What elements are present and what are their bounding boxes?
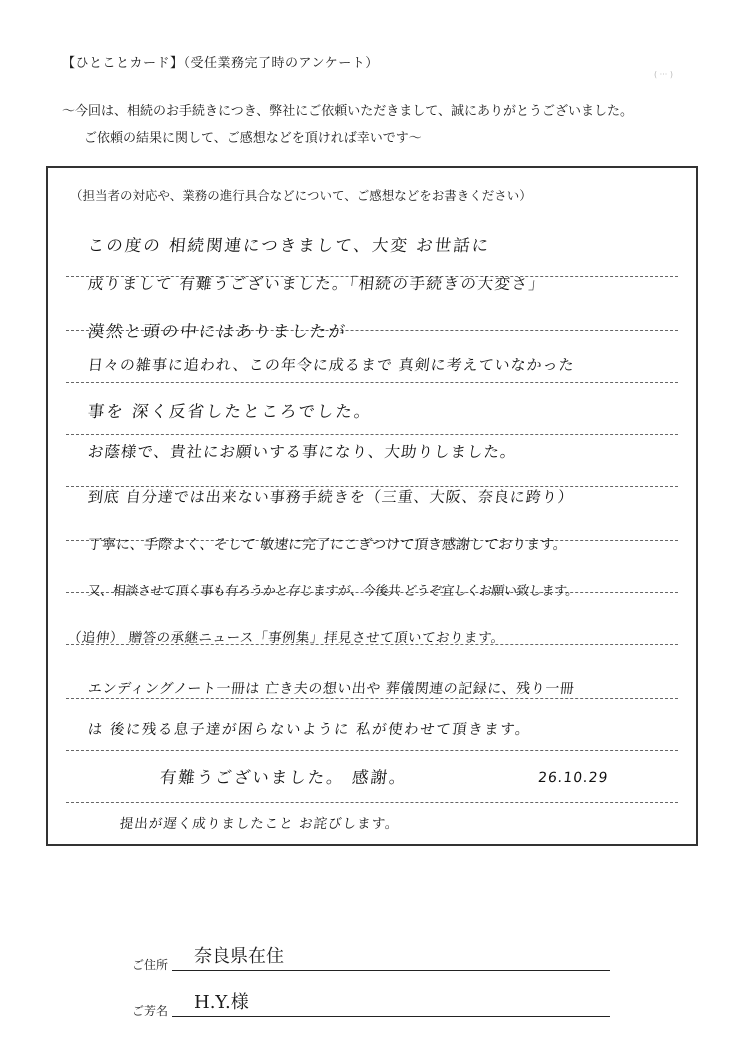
handwritten-line: 事を 深く反省したところでした。 bbox=[86, 402, 374, 421]
comment-prompt: （担当者の対応や、業務の進行具合などについて、ご感想などをお書きください） bbox=[70, 188, 532, 203]
ruled-line bbox=[66, 698, 678, 700]
ruled-line bbox=[66, 802, 678, 804]
handwritten-line: （追伸） 贈答の承継ニュース「事例集」拝見させて頂いております。 bbox=[66, 630, 506, 646]
address-underline bbox=[172, 970, 610, 971]
handwritten-line: エンディングノート一冊は 亡き夫の想い出や 葬儀関連の記録に、残り一冊 bbox=[87, 681, 576, 697]
handwritten-line: 到底 自分達では出来ない事務手続きを（三重、大阪、奈良に跨り） bbox=[87, 488, 575, 506]
handwritten-line: は 後に残る息子達が困らないように 私が使わせて頂きます。 bbox=[87, 722, 532, 738]
ruled-line bbox=[66, 382, 678, 384]
ruled-line bbox=[66, 434, 678, 436]
name-underline bbox=[172, 1016, 610, 1017]
intro-line-1: ～今回は、相続のお手続きにつき、弊社にご依頼いただきまして、誠にありがとうございました。 bbox=[62, 104, 633, 119]
card-header-title: 【ひとことカード】（受任業務完了時のアンケート） bbox=[62, 56, 379, 71]
handwritten-line: 提出が遅く成りましたこと お詫びします。 bbox=[118, 816, 401, 832]
handwritten-line: 日々の雑事に追われ、この年令に成るまで 真剣に考えていなかった bbox=[87, 356, 576, 374]
name-label: ご芳名 bbox=[132, 1004, 169, 1018]
ruled-line bbox=[66, 750, 678, 752]
handwritten-date: 26.10.29 bbox=[537, 770, 610, 786]
handwritten-line: 成りまして 有難うございました。「相続の手続きの大変さ」 bbox=[86, 275, 547, 293]
handwritten-line: お蔭様で、貴社にお願いする事になり、大助りしました。 bbox=[86, 443, 518, 461]
handwritten-line: 又、相談させて頂く事も有ろうかと存じますが、今後共 どうぞ宜しくお願い致します。 bbox=[87, 584, 579, 599]
intro-text bbox=[62, 98, 633, 152]
handwritten-line: 漠然と頭の中にはありましたが bbox=[86, 322, 348, 341]
comment-box bbox=[46, 166, 698, 846]
faint-stamp-mark: ( ··· ) bbox=[654, 70, 673, 79]
address-label: ご住所 bbox=[132, 958, 169, 972]
address-value: 奈良県在住 bbox=[194, 946, 284, 967]
handwritten-line: 有難うございました。 感謝。 bbox=[158, 768, 409, 787]
handwritten-line: 丁寧に、手際よく、そして 敏速に完了にこぎつけて頂き感謝しております。 bbox=[87, 537, 568, 553]
intro-line-2: ご依頼の結果に関して、ご感想などを頂ければ幸いです～ bbox=[84, 131, 422, 146]
handwritten-line: この度の 相続関連につきまして、大変 お世話に bbox=[86, 236, 492, 255]
name-value: H.Y.様 bbox=[194, 992, 249, 1013]
